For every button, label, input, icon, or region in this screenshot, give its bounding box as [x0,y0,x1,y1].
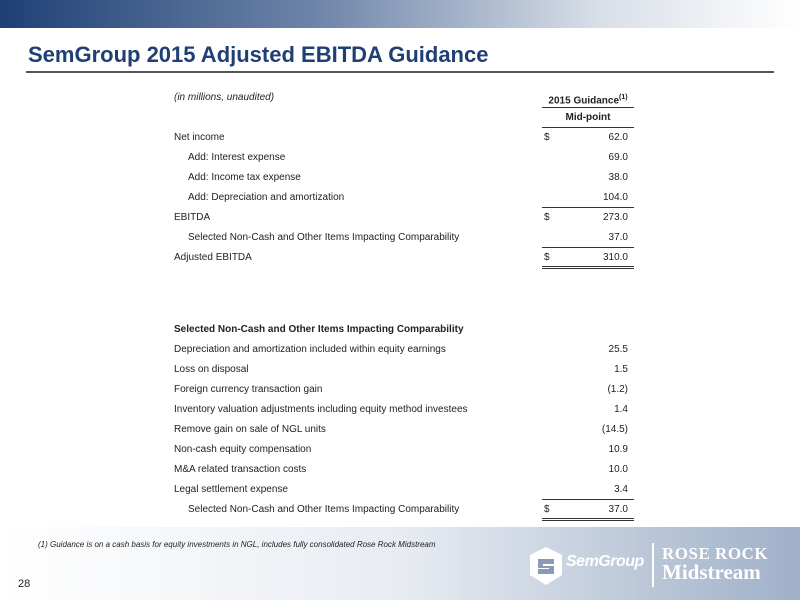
row-currency: $ [544,132,550,143]
row-value: 37.0 [608,504,628,515]
ebitda-table [172,88,634,268]
row-label: Net income [174,132,225,143]
table-row [172,420,634,440]
table-row [172,168,634,188]
column-subheader: Mid-point [565,112,611,123]
table-row [172,360,634,380]
table-subheader-row [172,108,634,128]
table-row [172,340,634,360]
row-label: Depreciation and amortization included within equity earnings [174,344,446,355]
row-value: 37.0 [608,232,628,243]
column-header-footnote: (1) [619,94,628,101]
row-label: Add: Income tax expense [188,172,301,183]
total-double-rule-top [542,266,634,267]
items-table [172,320,634,520]
row-value: 104.0 [602,192,628,203]
row-value: 25.5 [608,344,628,355]
row-label: Add: Depreciation and amortization [188,192,345,203]
table-row [172,128,634,148]
table-row [172,248,634,268]
semgroup-logo [526,545,646,587]
row-value: 1.5 [614,364,628,375]
row-label: Inventory valuation adjustments including equity method investees [174,404,468,415]
items-heading-row [172,320,634,340]
row-label: M&A related transaction costs [174,464,307,475]
table-row [172,400,634,420]
row-label: EBITDA [174,212,211,223]
row-label: Remove gain on sale of NGL units [174,424,326,435]
slide-title: SemGroup 2015 Adjusted EBITDA Guidance [28,42,489,67]
row-label: Foreign currency transaction gain [174,384,323,395]
table-row [172,460,634,480]
row-value: (1.2) [607,384,628,395]
table-header-row [172,88,634,108]
row-value: 10.9 [608,444,628,455]
row-value: (14.5) [601,424,628,435]
row-label: Adjusted EBITDA [174,252,252,263]
row-value: 1.4 [614,404,628,415]
table-row [172,500,634,520]
table-row [172,228,634,248]
row-label: Add: Interest expense [188,152,286,163]
total-double-rule-bottom [542,268,634,269]
row-currency: $ [544,212,550,223]
row-value: 62.0 [608,132,628,143]
row-label: Legal settlement expense [174,484,288,495]
rose-rock-logo [662,544,768,585]
top-banner [0,0,800,28]
semgroup-mark-icon [526,545,566,587]
row-value: 10.0 [608,464,628,475]
row-value: 3.4 [614,484,628,495]
items-heading: Selected Non-Cash and Other Items Impacting Comparability [174,324,464,335]
row-label: Selected Non-Cash and Other Items Impacting Comparability [188,232,460,243]
table-row [172,188,634,208]
table-row [172,480,634,500]
row-value: 38.0 [608,172,628,183]
rose-rock-line1: ROSE ROCK [662,544,769,563]
row-value: 273.0 [602,212,628,223]
footnote: (1) Guidance is on a cash basis for equity investments in NGL, includes fully consolidated Rose Rock Midstream [38,540,436,549]
row-label: Selected Non-Cash and Other Items Impacting Comparability [188,504,460,515]
column-header-text: 2015 Guidance [548,95,620,107]
title-underline [26,71,774,73]
total-double-rule-bottom [542,520,634,521]
rose-rock-line2: Midstream [662,560,761,584]
page-number: 28 [18,578,31,590]
table-row [172,440,634,460]
row-currency: $ [544,252,550,263]
row-value: 69.0 [608,152,628,163]
row-label: Non-cash equity compensation [174,444,312,455]
logo-separator [652,543,654,587]
table-row [172,380,634,400]
units-note: (in millions, unaudited) [174,92,275,103]
table-row [172,148,634,168]
total-double-rule-top [542,518,634,519]
semgroup-wordmark: SemGroup [566,553,644,570]
row-value: 310.0 [602,252,628,263]
row-currency: $ [544,504,550,515]
table-row [172,208,634,228]
row-label: Loss on disposal [174,364,249,375]
